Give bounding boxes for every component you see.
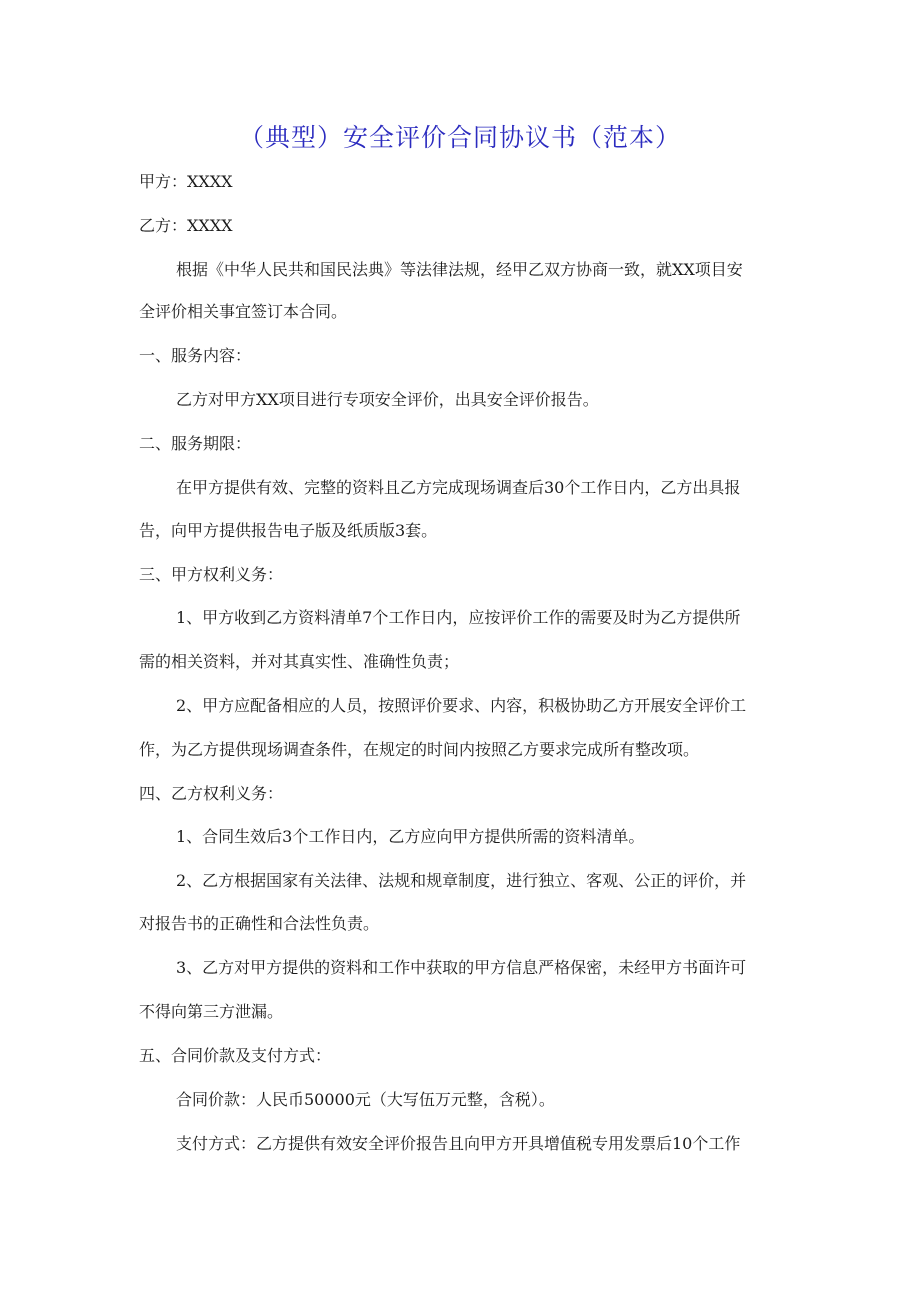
section-1-heading: 一、服务内容： [139,346,252,365]
section-5-price: 合同价款：人民币50000元（大写伍万元整，含税）。 [176,1090,555,1109]
section-4-heading: 四、乙方权利义务： [139,784,284,803]
section-2-heading: 二、服务期限： [139,434,252,453]
section-4-item-2-line-1: 2、乙方根据国家有关法律、法规和规章制度，进行独立、客观、公正的评价，并 [176,871,747,890]
intro-line-2: 全评价相关事宜签订本合同。 [139,302,348,321]
section-3-item-2-line-2: 作，为乙方提供现场调查条件，在规定的时间内按照乙方要求完成所有整改项。 [139,740,700,759]
section-3-item-1-line-2: 需的相关资料，并对其真实性、准确性负责； [139,652,460,671]
section-5-payment: 支付方式：乙方提供有效安全评价报告且向甲方开具增值税专用发票后10个工作 [176,1134,741,1153]
party-b-line: 乙方：XXXX [139,216,233,235]
section-2-body-line-2: 告，向甲方提供报告电子版及纸质版3套。 [139,521,438,540]
section-3-item-1-line-1: 1、甲方收到乙方资料清单7个工作日内，应按评价工作的需要及时为乙方提供所 [176,608,741,627]
section-5-heading: 五、合同价款及支付方式： [139,1046,332,1065]
section-4-item-1: 1、合同生效后3个工作日内，乙方应向甲方提供所需的资料清单。 [176,827,645,846]
section-4-item-3-line-1: 3、乙方对甲方提供的资料和工作中获取的甲方信息严格保密，未经甲方书面许可 [176,958,747,977]
intro-line-1: 根据《中华人民共和国民法典》等法律法规，经甲乙双方协商一致，就XX项目安 [176,260,743,279]
section-4-item-3-line-2: 不得向第三方泄漏。 [139,1002,284,1021]
section-4-item-2-line-2: 对报告书的正确性和合法性负责。 [139,914,380,933]
section-3-item-2-line-1: 2、甲方应配备相应的人员，按照评价要求、内容，积极协助乙方开展安全评价工 [176,696,747,715]
section-1-body: 乙方对甲方XX项目进行专项安全评价，出具安全评价报告。 [176,390,599,409]
section-2-body-line-1: 在甲方提供有效、完整的资料且乙方完成现场调查后30个工作日内，乙方出具报 [176,478,741,497]
party-a-line: 甲方：XXXX [139,172,233,191]
document-title: （典型）安全评价合同协议书（范本） [238,123,681,152]
section-3-heading: 三、甲方权利义务： [139,565,284,584]
